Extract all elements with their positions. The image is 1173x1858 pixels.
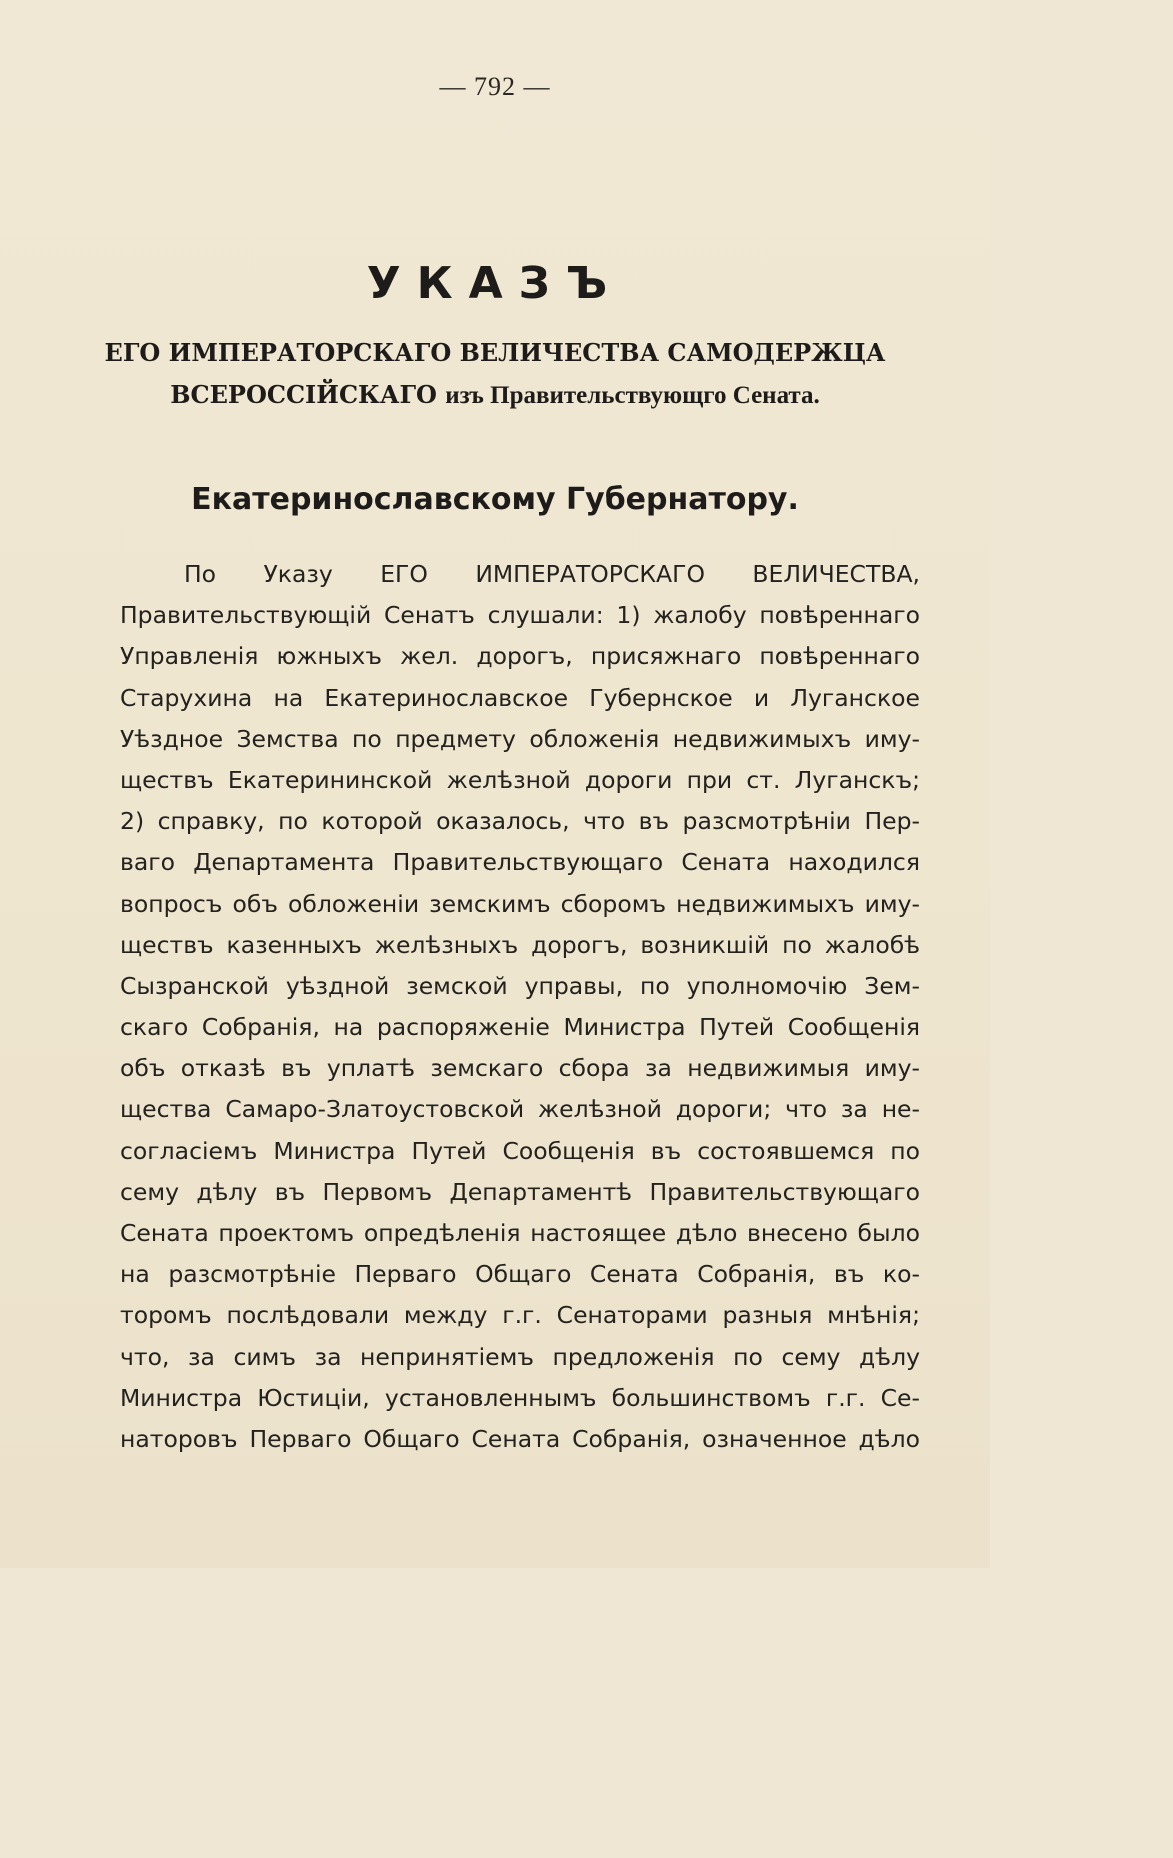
body-line: Старухина на Екатеринославское Губернское и Луганское xyxy=(120,683,920,712)
body-line: Сената проектомъ опредѣленія настоящее дѣло внесено было xyxy=(120,1219,920,1247)
decree-subtitle-line-1: ЕГО ИМПЕРАТОРСКАГО ВЕЛИЧЕСТВА САМОДЕРЖЦА xyxy=(104,338,886,367)
decree-subtitle-bold: ВСЕРОССІЙСКАГО xyxy=(170,380,437,409)
body-line: ществъ Екатерининской желѣзной дороги при ст. Луганскъ; xyxy=(120,765,920,794)
page-number: — 792 — xyxy=(439,72,551,101)
body-line: 2) справку, по которой оказалось, что въ разсмотрѣніи Пер- xyxy=(120,807,920,836)
body-line: на разсмотрѣніе Перваго Общаго Сената Собранія, въ ко- xyxy=(120,1260,920,1289)
body-line: Правительствующій Сенатъ слушали: 1) жалобу повѣреннаго xyxy=(120,601,920,630)
body-line: ществъ казенныхъ желѣзныхъ дорогъ, возникшій по жалобѣ xyxy=(120,930,920,959)
body-line: ваго Департамента Правительствующаго Сената находился xyxy=(120,848,920,877)
body-line: вопросъ объ обложеніи земскимъ сборомъ недвижимыхъ иму- xyxy=(120,889,920,918)
body-line: Министра Юстиціи, установленнымъ большинствомъ г.г. Се- xyxy=(120,1383,920,1412)
body-line: скаго Собранія, на распоряженіе Министра Путей Сообщенія xyxy=(120,1013,920,1042)
decree-body xyxy=(120,554,920,1460)
body-line: наторовъ Перваго Общаго Сената Собранія, означенное дѣло xyxy=(120,1424,920,1453)
body-line: согласіемъ Министра Путей Сообщенія въ состоявшемся по xyxy=(120,1136,920,1165)
body-line: Уѣздное Земства по предмету обложенія недвижимыхъ иму- xyxy=(120,724,920,753)
body-line: сему дѣлу въ Первомъ Департаментѣ Правительствующаго xyxy=(120,1177,920,1206)
body-line: объ отказѣ въ уплатѣ земскаго сбора за недвижимыя иму- xyxy=(120,1054,920,1083)
addressee-heading: Екатеринославскому Губернатору. xyxy=(191,482,799,517)
body-line: что, за симъ за непринятіемъ предложенія по сему дѣлу xyxy=(120,1342,920,1371)
body-line: Сызранской уѣздной земской управы, по уполномочію Зем- xyxy=(120,971,920,1000)
body-line: По Указу ЕГО ИМПЕРАТОРСКАГО ВЕЛИЧЕСТВА, xyxy=(184,560,920,588)
decree-title: УКАЗЪ xyxy=(366,258,624,309)
decree-subtitle-line-2 xyxy=(0,380,990,410)
body-line: щества Самаро-Златоустовской желѣзной дороги; что за не- xyxy=(120,1095,920,1124)
decree-subtitle-rest: изъ Правительствующго Сената. xyxy=(445,382,820,409)
body-line: торомъ послѣдовали между г.г. Сенаторами разныя мнѣнія; xyxy=(120,1301,920,1330)
body-line: Управленія южныхъ жел. дорогъ, присяжнаго повѣреннаго xyxy=(120,642,920,671)
